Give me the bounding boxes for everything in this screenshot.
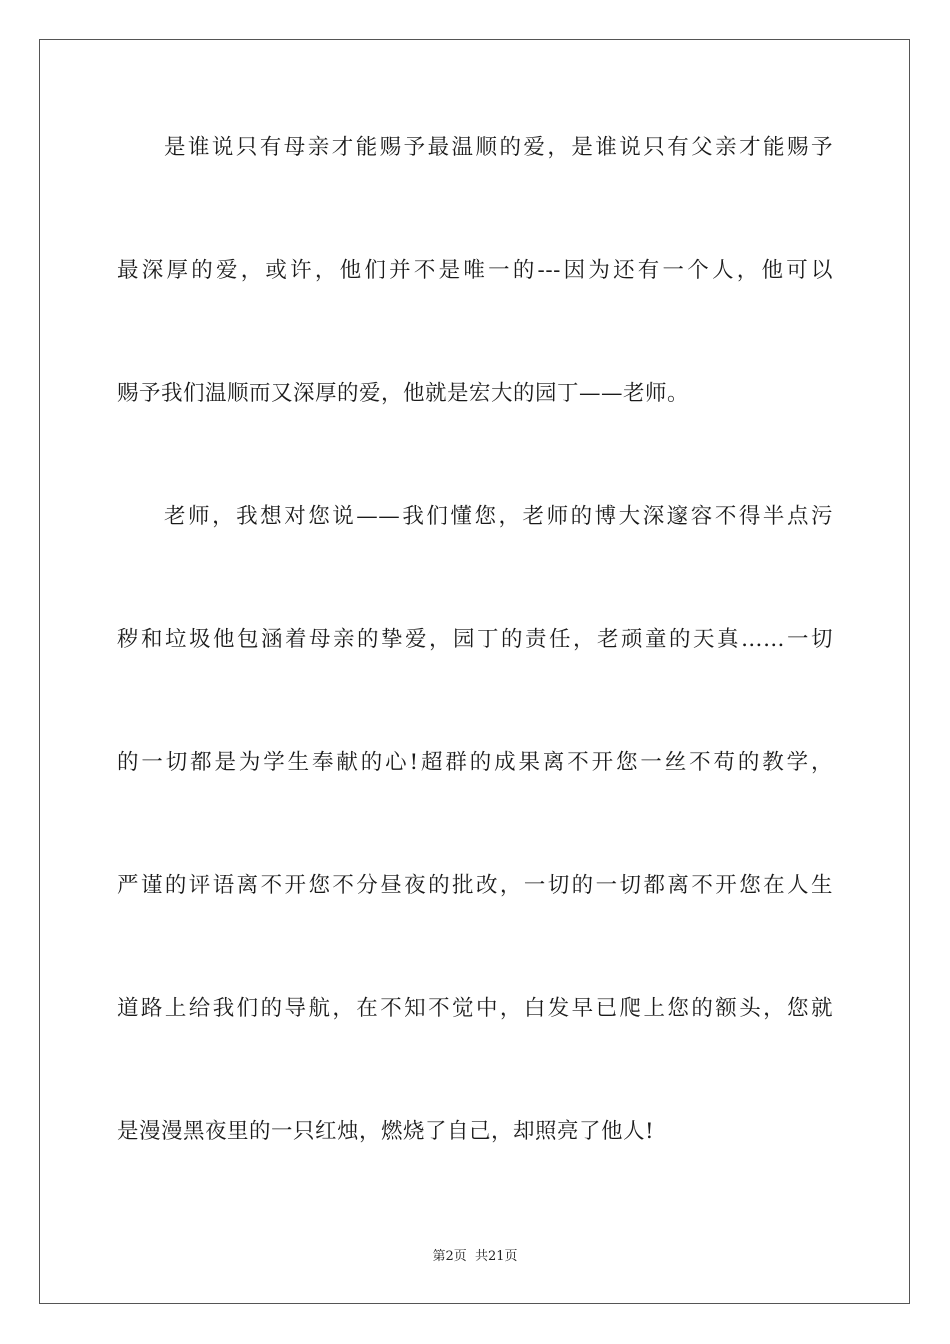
paragraph-1-line-2: 最深厚的爱，或许，他们并不是唯一的---因为还有一个人，他可以	[117, 258, 833, 283]
paragraph-2-line-1: 老师，我想对您说——我们懂您，老师的博大深邃容不得半点污	[164, 504, 833, 529]
paragraph-2-line-2: 秽和垃圾他包涵着母亲的挚爱，园丁的责任，老顽童的天真……一切	[117, 627, 833, 652]
paragraph-2-line-4: 严谨的评语离不开您不分昼夜的批改，一切的一切都离不开您在人生	[117, 873, 833, 898]
paragraph-2-line-5: 道路上给我们的导航，在不知不觉中，白发早已爬上您的额头，您就	[117, 996, 833, 1021]
paragraph-1-line-3: 赐予我们温顺而又深厚的爱，他就是宏大的园丁——老师。	[117, 381, 690, 406]
paragraph-2-line-6: 是漫漫黑夜里的一只红烛，燃烧了自己，却照亮了他人!	[117, 1119, 655, 1144]
total-pages: 共21页	[474, 1249, 518, 1264]
paragraph-2-line-3: 的一切都是为学生奉献的心!超群的成果离不开您一丝不苟的教学，	[117, 750, 833, 775]
page-footer	[0, 1245, 950, 1264]
paragraph-1-line-1: 是谁说只有母亲才能赐予最温顺的爱，是谁说只有父亲才能赐予	[164, 135, 833, 160]
document-body	[117, 118, 833, 1225]
page-number: 第2页	[432, 1249, 467, 1264]
